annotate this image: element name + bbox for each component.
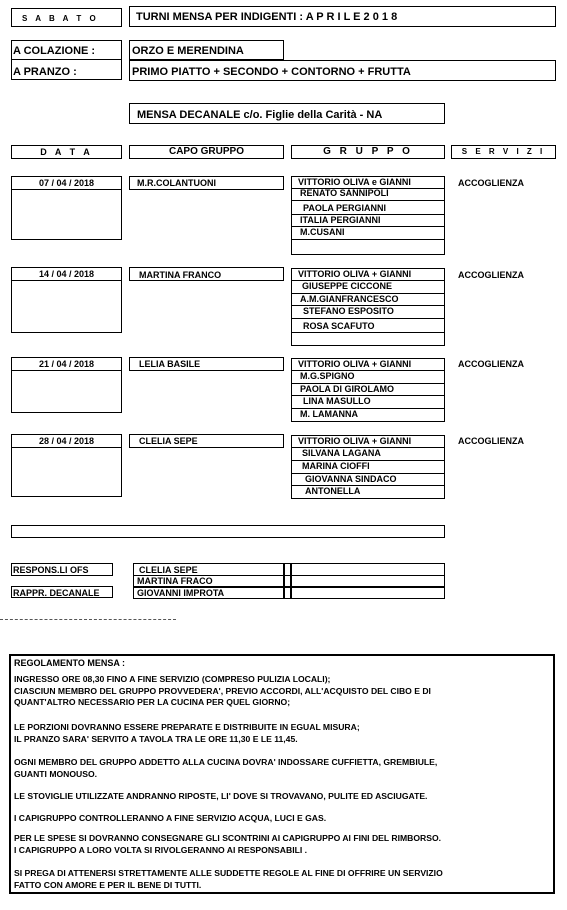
pranzo-value: PRIMO PIATTO + SECONDO + CONTORNO + FRUTTA <box>132 66 411 78</box>
rule-line: I CAPIGRUPPO A LORO VOLTA SI RIVOLGERANNO AI RESPONSABILI . <box>14 844 307 855</box>
turn-4-member: VITTORIO OLIVA + GIANNI <box>291 435 445 448</box>
rule-line: LE PORZIONI DOVRANNO ESSERE PREPARATE E DISTRIBUITE IN EGUAL MISURA; <box>14 722 360 732</box>
decanale-label: RAPPR. DECANALE <box>13 588 100 598</box>
turn-1-service: ACCOGLIENZA <box>458 178 524 188</box>
turn-4-member: ANTONELLA <box>291 486 445 499</box>
col-header-data-label: D A T A <box>40 147 93 157</box>
rule-line: LE STOVIGLIE UTILIZZATE ANDRANNO RIPOSTE, LI' DOVE SI TROVAVANO, PULITE ED ASCIUGATE. <box>14 791 428 801</box>
turn-2-member: STEFANO ESPOSITO <box>291 306 445 319</box>
turn-2-member: VITTORIO OLIVA + GIANNI <box>291 268 445 281</box>
regolamento-title: REGOLAMENTO MENSA : <box>14 658 126 668</box>
rule-line: SI PREGA DI ATTENERSI STRETTAMENTE ALLE SUDDETTE REGOLE AL FINE DI OFFRIRE UN SERVIZIO <box>14 868 443 878</box>
colazione-value: ORZO E MERENDINA <box>132 45 244 57</box>
turn-2-member: GIUSEPPE CICCONE <box>291 281 445 294</box>
resp-right-4 <box>291 563 445 576</box>
rule-line: I CAPIGRUPPO CONTROLLERANNO A FINE SERVIZIO ACQUA, LUCI E GAS. <box>14 813 327 823</box>
page-title: TURNI MENSA PER INDIGENTI : A P R I L E 2 0 1 8 <box>136 11 398 23</box>
turn-4-member: SILVANA LAGANA <box>291 448 445 461</box>
day-label: S A B A T O <box>22 14 99 23</box>
turn-1-member: VITTORIO OLIVA e GIANNI <box>291 176 445 189</box>
turn-2-member: A.M.GIANFRANCESCO <box>291 294 445 306</box>
turn-1-member: PAOLA PERGIANNI <box>291 201 445 215</box>
turn-3-member: VITTORIO OLIVA + GIANNI <box>291 358 445 371</box>
ofs-name-2: MARTINA FRACO <box>137 576 213 586</box>
turn-4-date: 28 / 04 / 2018 <box>38 436 95 446</box>
turn-1-member: RENATO SANNIPOLI <box>291 188 445 201</box>
decanale-value: GIOVANNI IMPROTA <box>137 588 225 598</box>
turn-4-member: GIOVANNA SINDACO <box>291 474 445 486</box>
turn-1-capo: M.R.COLANTUONI <box>137 178 216 188</box>
ofs-name-1: CLELIA SEPE <box>139 565 198 575</box>
turn-3-member: M. LAMANNA <box>291 409 445 422</box>
turn-3-date: 21 / 04 / 2018 <box>38 359 95 369</box>
regolamento-paragraph <box>14 833 441 856</box>
pranzo-label: A PRANZO : <box>13 66 77 78</box>
turn-4-date-area <box>11 448 122 497</box>
turn-2-member <box>291 333 445 346</box>
turn-3-member: M.G.SPIGNO <box>291 371 445 384</box>
resp-right-6 <box>291 587 445 599</box>
turn-1-member <box>291 240 445 255</box>
rule-line: INGRESSO ORE 08,30 FINO A FINE SERVIZIO (COMPRESO PULIZIA LOCALI); <box>14 674 331 684</box>
turn-2-date: 14 / 04 / 2018 <box>38 269 95 279</box>
rule-line: QUANT'ALTRO NECESSARIO PER LA CUCINA PER QUEL GIORNO; <box>14 697 291 707</box>
regolamento-paragraph <box>14 868 443 891</box>
turn-4-member: MARINA CIOFFI <box>291 461 445 474</box>
regolamento-paragraph <box>14 722 360 745</box>
turn-4-capo: CLELIA SEPE <box>139 436 198 446</box>
rule-line: PER LE SPESE SI DOVRANNO CONSEGNARE GLI SCONTRINI AI CAPIGRUPPO AI FINI DEL RIMBORSO. <box>14 833 442 843</box>
turn-1-member: ITALIA PERGIANNI <box>291 215 445 227</box>
dashed-divider <box>0 619 176 620</box>
resp-right-2 <box>284 576 291 587</box>
turn-2-service: ACCOGLIENZA <box>458 270 524 280</box>
turn-3-member: LINA MASULLO <box>291 396 445 409</box>
notes-bar <box>11 525 445 538</box>
rule-line: IL PRANZO SARA' SERVITO A TAVOLA TRA LE ORE 11,30 E LE 11,45. <box>14 733 298 744</box>
col-header-servizi-label: S E R V I Z I <box>461 147 546 156</box>
regolamento-paragraph <box>14 813 326 825</box>
colazione-label: A COLAZIONE : <box>13 45 96 57</box>
turn-3-date-area <box>11 371 122 413</box>
turn-2-member: ROSA SCAFUTO <box>291 319 445 333</box>
turn-2-capo: MARTINA FRANCO <box>139 270 222 280</box>
turn-1-date-area <box>11 190 122 240</box>
turn-1-member: M.CUSANI <box>291 227 445 240</box>
rule-line: GUANTI MONOUSO. <box>14 768 98 779</box>
resp-right-1 <box>284 563 291 576</box>
turn-3-capo: LELIA BASILE <box>139 359 201 369</box>
turn-4-service: ACCOGLIENZA <box>458 436 524 446</box>
turn-3-member: PAOLA DI GIROLAMO <box>291 384 445 396</box>
turn-1-date: 07 / 04 / 2018 <box>38 178 95 188</box>
col-header-capo-label: CAPO GRUPPO <box>168 146 244 157</box>
rule-line: OGNI MEMBRO DEL GRUPPO ADDETTO ALLA CUCINA DOVRA' INDOSSARE CUFFIETTA, GREMBIULE, <box>14 757 438 767</box>
ofs-label: RESPONS.LI OFS <box>13 565 89 575</box>
rule-line: FATTO CON AMORE E PER IL BENE DI TUTTI. <box>14 879 202 890</box>
col-header-gruppo-label: G R U P P O <box>323 146 413 157</box>
location-title: MENSA DECANALE c/o. Figlie della Carità - NA <box>137 109 383 121</box>
regolamento-paragraph <box>14 757 437 780</box>
regolamento-paragraph <box>14 674 431 709</box>
rule-line: CIASCIUN MEMBRO DEL GRUPPO PROVVEDERA', PREVIO ACCORDI, ALL'ACQUISTO DEL CIBO E DI <box>14 685 431 696</box>
regolamento-paragraph <box>14 791 427 803</box>
resp-right-5 <box>291 576 445 587</box>
turn-2-date-area <box>11 281 122 333</box>
turn-3-service: ACCOGLIENZA <box>458 359 524 369</box>
resp-right-3 <box>284 587 291 599</box>
